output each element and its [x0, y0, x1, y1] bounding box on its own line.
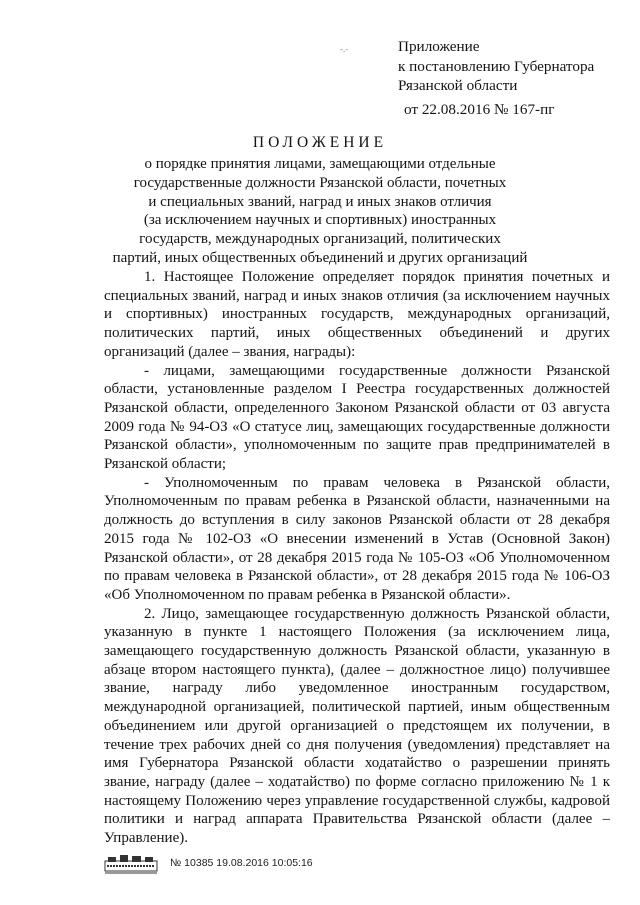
- paragraph-1: 1. Настоящее Положение определяет порядок принятия почетных и специальных званий, наград и иных знаков отличия (за исключением научных и спортивных) иностранных государств, международных организаций, политических партий, иных общественных объединений и других организаций (далее – звания, награды):: [104, 269, 610, 360]
- appendix-line-2: к постановлению Губернатора: [398, 57, 595, 75]
- document-body: [104, 268, 610, 848]
- appendix-line-3: Рязанской области: [398, 77, 518, 94]
- registration-stamp: № 10385 19.08.2016 10:05:16: [170, 857, 313, 869]
- appendix-date-line: от 22.08.2016 № 167-пг: [404, 100, 555, 118]
- paragraph-1-item-1: - лицами, замещающими государственные должности Рязанской области, установленные разделом I Реестра государственных должностей Рязанской области, определенного Законом Рязанской области от 03 августа 2009 года № 94-ОЗ «О статусе лиц, замещающих государственные должности Рязанской области», уполномоченным по защите прав предпринимателей в Рязанской области;: [104, 362, 610, 473]
- scan-mark: -.-: [340, 44, 349, 54]
- document-subtitle: о порядке принятия лицами, замещающими отдельные государственные должности Рязанской области, почетных и специальных званий, наград и иных знаков отличия (за исключением научных и спортивных) иностранных государств, международных организаций, политических партий, иных общественных объединений и других организаций: [112, 156, 528, 266]
- registry-logo-icon: [104, 852, 158, 874]
- title-block: [90, 132, 550, 268]
- appendix-line-1: Приложение: [398, 38, 480, 55]
- document-title: ПОЛОЖЕНИЕ: [252, 134, 388, 151]
- registration-footer: [104, 852, 313, 874]
- paragraph-2: 2. Лицо, замещающее государственную должность Рязанской области, указанную в пункте 1 настоящего Положения (за исключением лица, замещающего государственную должность Рязанской области, указанную в абзаце втором настоящего пункта), (далее – должностное лицо) получившее звание, награду либо уведомленное иностранным государством, международной организацией, политической партией, иным общественным объединением или другой организацией о предстоящем их получении, в течение трех рабочих дней со дня получения (уведомления) представляет на имя Губернатора Рязанской области ходатайство о разрешении принять звание, награду (далее – ходатайство) по форме согласно приложению № 1 к настоящему Положению через управление государственной службы, кадровой политики и наград аппарата Правительства Рязанской области (далее – Управление).: [104, 605, 610, 847]
- appendix-header: [398, 37, 594, 119]
- paragraph-1-item-2: - Уполномоченным по правам человека в Рязанской области, Уполномоченным по правам ребенка в Рязанской области, назначенными на должность до вступления в силу законов Рязанской области от 28 декабря 2015 года № 102-ОЗ «О внесении изменений в Устав (Основной Закон) Рязанской области», от 28 декабря 2015 года № 105-ОЗ «Об Уполномоченном по правам человека в Рязанской области», от 28 декабря 2015 года № 106-ОЗ «Об Уполномоченном по правам ребенка в Рязанской области».: [104, 474, 610, 603]
